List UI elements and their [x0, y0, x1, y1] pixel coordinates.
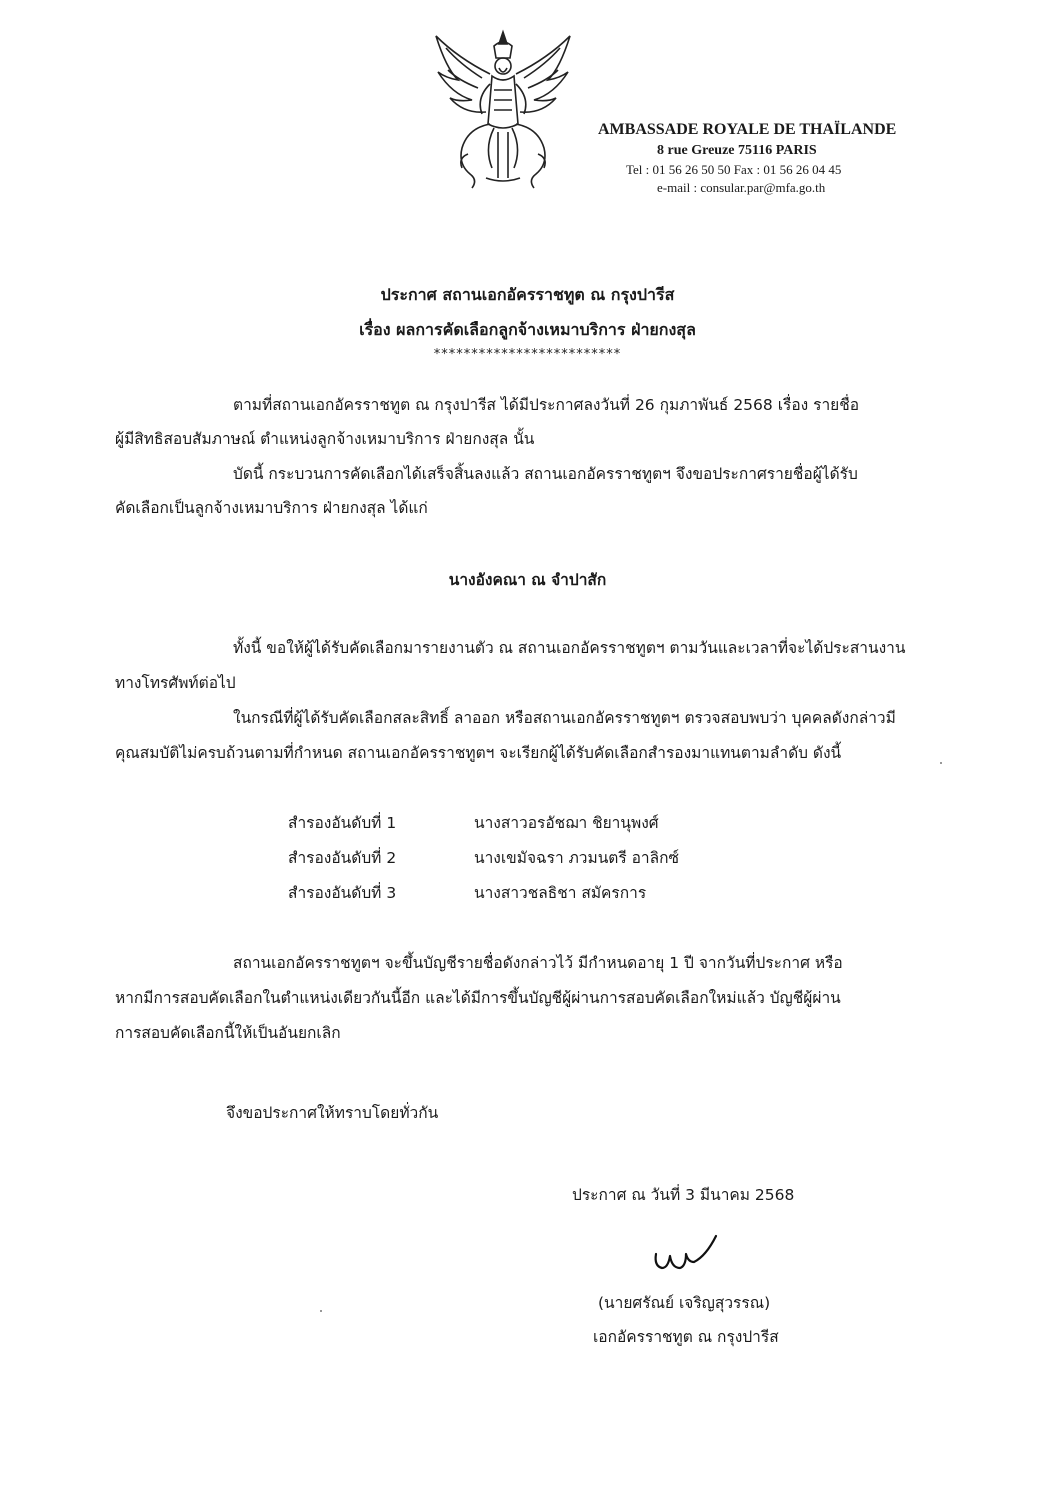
announcement-date: ประกาศ ณ วันที่ 3 มีนาคม 2568 — [572, 1186, 795, 1204]
garuda-emblem-icon — [428, 28, 578, 190]
paragraph-2-line-1: บัดนี้ กระบวนการคัดเลือกได้เสร็จสิ้นลงแล้ว สถานเอกอัครราชทูตฯ จึงขอประกาศรายชื่อผู้ได้รับ — [233, 465, 858, 483]
paragraph-1-line-2: ผู้มีสิทธิสอบสัมภาษณ์ ตำแหน่งลูกจ้างเหมาบริการ ฝ่ายกงสุล นั้น — [115, 430, 535, 448]
scan-speck — [320, 1310, 322, 1312]
heading-divider-stars: ************************* — [433, 347, 622, 362]
paragraph-1-line-1: ตามที่สถานเอกอัครราชทูต ณ กรุงปารีส ได้มีประกาศลงวันที่ 26 กุมภาพันธ์ 2568 เรื่อง รายชื่อ — [233, 396, 860, 414]
reserve-rank: สำรองอันดับที่ 2 — [288, 849, 397, 867]
paragraph-4-line-1: ในกรณีที่ผู้ได้รับคัดเลือกสละสิทธิ์ ลาออก หรือสถานเอกอัครราชทูตฯ ตรวจสอบพบว่า บุคคลดังกล่าวมี — [233, 709, 896, 727]
selected-candidate-name: นางอังคณา ณ จำปาสัก — [448, 571, 607, 589]
reserve-name: นางสาวชลธิชา สมัครการ — [474, 884, 647, 902]
letterhead-org: AMBASSADE ROYALE DE THAÏLANDE — [598, 121, 897, 138]
announcement-subject: เรื่อง ผลการคัดเลือกลูกจ้างเหมาบริการ ฝ่ายกงสุล — [359, 320, 696, 339]
reserve-name: นางเขมัจฉรา ภวมนตรี อาลิกซ์ — [474, 849, 680, 867]
announcement-title: ประกาศ สถานเอกอัครราชทูต ณ กรุงปารีส — [380, 285, 675, 304]
paragraph-4-line-2: คุณสมบัติไม่ครบถ้วนตามที่กำหนด สถานเอกอัครราชทูตฯ จะเรียกผู้ได้รับคัดเลือกสำรองมาแทนตามลำดับ ดังนี้ — [115, 744, 842, 762]
reserve-rank: สำรองอันดับที่ 1 — [288, 814, 397, 832]
signer-name: (นายศรัณย์ เจริญสุวรรณ) — [598, 1294, 771, 1312]
reserve-rank: สำรองอันดับที่ 3 — [288, 884, 397, 902]
paragraph-5-line-2: หากมีการสอบคัดเลือกในตำแหน่งเดียวกันนี้อีก และได้มีการขึ้นบัญชีผู้ผ่านการสอบคัดเลือกใหม่แล้ว บัญชีผู้ผ่าน — [115, 989, 841, 1007]
closing-statement: จึงขอประกาศให้ทราบโดยทั่วกัน — [226, 1104, 439, 1122]
letterhead-address: 8 rue Greuze 75116 PARIS — [657, 143, 817, 158]
letterhead-email: e-mail : consular.par@mfa.go.th — [657, 180, 826, 195]
paragraph-5-line-1: สถานเอกอัครราชทูตฯ จะขึ้นบัญชีรายชื่อดังกล่าวไว้ มีกำหนดอายุ 1 ปี จากวันที่ประกาศ หรือ — [233, 954, 843, 972]
signer-title: เอกอัครราชทูต ณ กรุงปารีส — [593, 1328, 779, 1346]
paragraph-2-line-2: คัดเลือกเป็นลูกจ้างเหมาบริการ ฝ่ายกงสุล ได้แก่ — [115, 499, 428, 517]
reserve-name: นางสาวอรอัชฌา ชิยานุพงศ์ — [474, 814, 659, 832]
scan-speck — [940, 762, 942, 764]
paragraph-3-line-1: ทั้งนี้ ขอให้ผู้ได้รับคัดเลือกมารายงานตัว ณ สถานเอกอัครราชทูตฯ ตามวันและเวลาที่จะได้ประสานงาน — [233, 639, 906, 657]
letterhead-phone-fax: Tel : 01 56 26 50 50 Fax : 01 56 26 04 45 — [626, 162, 842, 177]
handwritten-signature-icon — [650, 1232, 720, 1276]
paragraph-3-line-2: ทางโทรศัพท์ต่อไป — [115, 674, 236, 692]
paragraph-5-line-3: การสอบคัดเลือกนี้ให้เป็นอันยกเลิก — [115, 1024, 341, 1042]
